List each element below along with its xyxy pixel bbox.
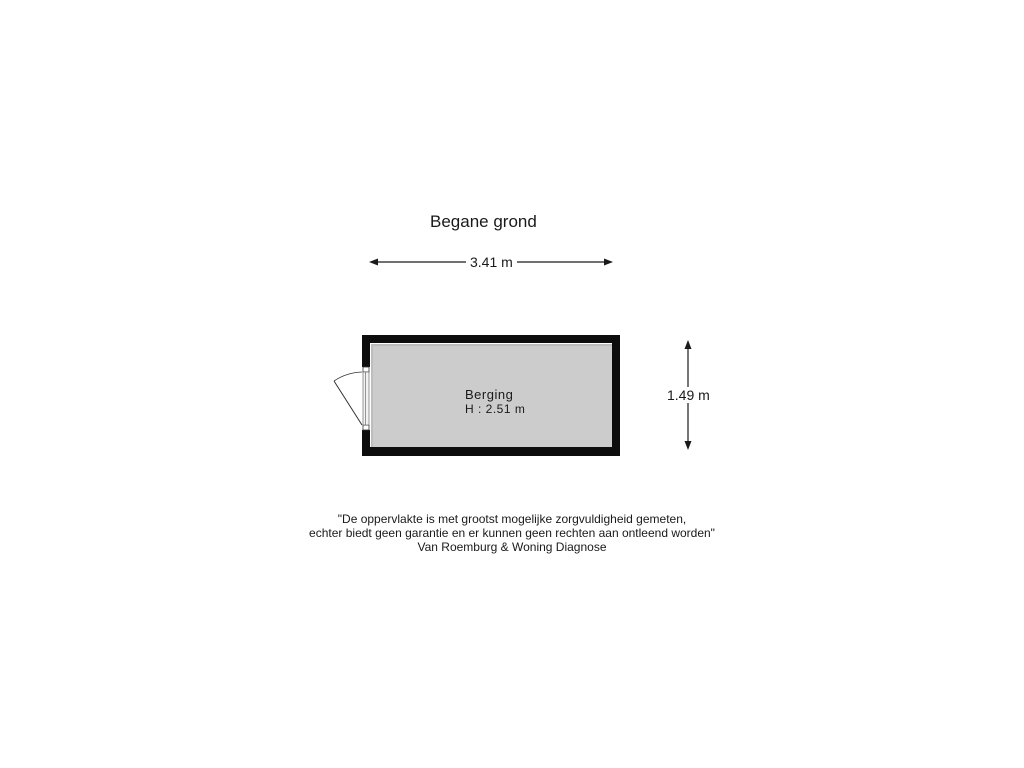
width-dimension-label: 3.41 m bbox=[466, 254, 517, 270]
wall-left-lower bbox=[362, 430, 370, 456]
width-arrow-left-icon bbox=[369, 259, 378, 266]
wall-right bbox=[612, 335, 620, 456]
door-icon bbox=[334, 367, 369, 430]
room-ceiling-height-label: H : 2.51 m bbox=[465, 402, 526, 416]
width-arrow-right-icon bbox=[604, 259, 613, 266]
room-name-label: Berging bbox=[465, 387, 514, 402]
wall-left-upper bbox=[362, 335, 370, 367]
disclaimer bbox=[262, 512, 762, 554]
door-threshold bbox=[363, 372, 369, 425]
height-arrow-up-icon bbox=[685, 340, 692, 349]
height-arrow-down-icon bbox=[685, 441, 692, 450]
disclaimer-line: echter biedt geen garantie en er kunnen geen rechten aan ontleend worden" bbox=[309, 526, 715, 540]
height-dimension-label: 1.49 m bbox=[667, 387, 710, 403]
wall-top bbox=[362, 335, 620, 343]
door-swing-arc bbox=[334, 372, 362, 381]
door-leaf bbox=[334, 381, 362, 425]
floor-title: Begane grond bbox=[430, 212, 537, 231]
door-jamb-bottom bbox=[363, 425, 369, 430]
disclaimer-line: "De oppervlakte is met grootst mogelijke zorgvuldigheid gemeten, bbox=[337, 512, 687, 526]
door-jamb-top bbox=[363, 367, 369, 372]
wall-bottom bbox=[362, 447, 620, 456]
disclaimer-company: Van Roemburg & Woning Diagnose bbox=[417, 540, 607, 554]
